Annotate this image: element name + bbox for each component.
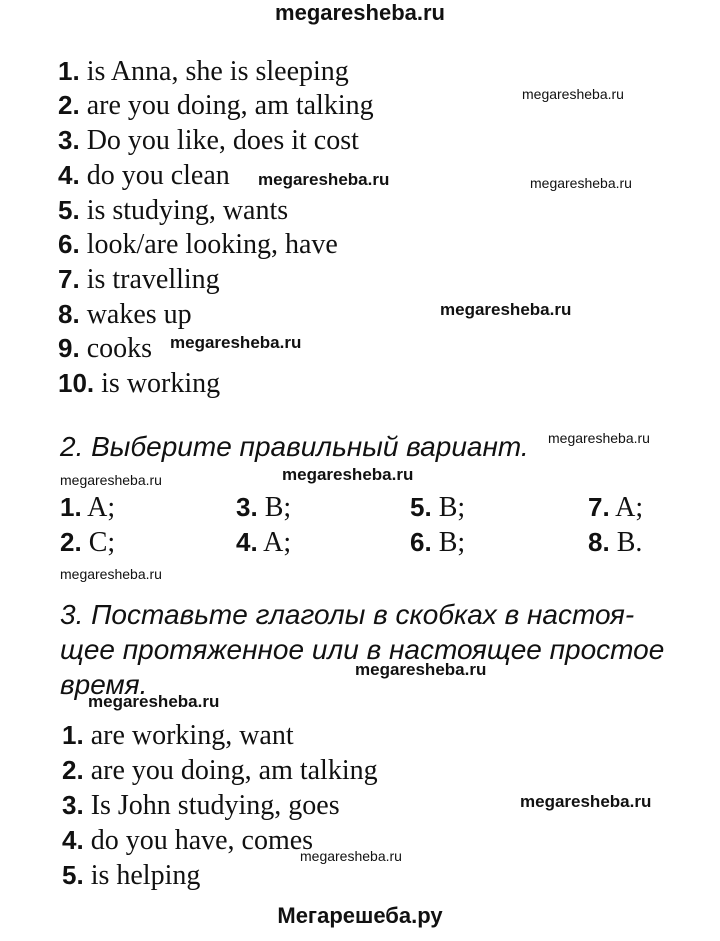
item-number: 3. <box>58 125 80 155</box>
watermark[interactable]: megaresheba.ru <box>60 472 162 488</box>
watermark-footer[interactable]: Мегарешеба.ру <box>277 903 443 928</box>
item-text: are working, want <box>90 720 294 751</box>
list-item <box>62 753 378 788</box>
item-text: is helping <box>90 860 201 891</box>
answer-item <box>588 490 643 525</box>
watermark[interactable]: megaresheba.ru <box>258 170 390 189</box>
item-number: 5. <box>58 195 80 225</box>
item-number: 2. <box>62 755 84 785</box>
section-heading-line: 3. Поставьте глаголы в скобках в настоя- <box>60 599 635 630</box>
item-number: 10. <box>58 368 95 398</box>
item-text: look/are looking, have <box>86 229 338 260</box>
item-number: 7. <box>58 264 80 294</box>
list-item <box>58 88 374 123</box>
answer-number: 5. <box>410 492 432 522</box>
item-number: 6. <box>58 229 80 259</box>
answer-item <box>236 525 291 560</box>
watermark[interactable]: megaresheba.ru <box>300 848 402 864</box>
answer-value: A; <box>263 527 292 558</box>
watermark[interactable]: megaresheba.ru <box>88 692 220 711</box>
answer-value: A; <box>87 492 116 523</box>
answer-number: 1. <box>60 492 82 522</box>
list-item <box>62 858 200 893</box>
section-heading-line: щее протяженное или в настоящее простое <box>60 634 665 665</box>
section-heading-line: время. <box>60 669 148 700</box>
item-number: 4. <box>62 825 84 855</box>
watermark[interactable]: megaresheba.ru <box>60 566 162 582</box>
item-text: is working <box>101 368 221 399</box>
item-text: do you clean <box>86 160 230 191</box>
list-item <box>62 788 340 823</box>
item-number: 2. <box>58 90 80 120</box>
item-text: cooks <box>86 333 153 364</box>
item-text: Is John studying, goes <box>90 790 340 821</box>
item-number: 9. <box>58 333 80 363</box>
answer-value: B. <box>616 527 643 558</box>
watermark-top[interactable]: megaresheba.ru <box>275 0 445 25</box>
watermark[interactable]: megaresheba.ru <box>440 300 572 319</box>
watermark[interactable]: megaresheba.ru <box>355 660 487 679</box>
list-item <box>58 262 220 297</box>
item-number: 4. <box>58 160 80 190</box>
answer-number: 2. <box>60 527 82 557</box>
answer-number: 8. <box>588 527 610 557</box>
item-number: 1. <box>58 56 80 86</box>
watermark[interactable]: megaresheba.ru <box>548 430 650 446</box>
answer-value: B; <box>438 492 466 523</box>
answer-item <box>588 525 642 560</box>
list-item <box>62 718 294 753</box>
item-text: is studying, wants <box>86 195 289 226</box>
list-item <box>58 366 220 401</box>
item-text: do you have, comes <box>90 825 314 856</box>
item-text: is Anna, she is sleeping <box>86 56 349 87</box>
watermark[interactable]: megaresheba.ru <box>282 465 414 484</box>
section-heading: 2. Выберите правильный вариант. <box>60 431 529 462</box>
item-text: wakes up <box>86 299 192 330</box>
item-text: Do you like, does it cost <box>86 125 359 156</box>
answer-number: 4. <box>236 527 258 557</box>
item-text: are you doing, am talking <box>90 755 378 786</box>
item-text: is travelling <box>86 264 220 295</box>
list-item <box>62 823 313 858</box>
answer-value: A; <box>615 492 644 523</box>
list-item <box>58 193 288 228</box>
watermark[interactable]: megaresheba.ru <box>170 333 302 352</box>
item-number: 8. <box>58 299 80 329</box>
item-text: are you doing, am talking <box>86 90 374 121</box>
answer-item <box>236 490 291 525</box>
list-item <box>58 158 230 193</box>
answer-item <box>60 490 115 525</box>
list-item <box>58 297 192 332</box>
answer-number: 3. <box>236 492 258 522</box>
item-number: 3. <box>62 790 84 820</box>
watermark[interactable]: megaresheba.ru <box>522 86 624 102</box>
answer-item <box>60 525 115 560</box>
answer-item <box>410 525 465 560</box>
answer-value: C; <box>88 527 116 558</box>
list-item <box>58 123 359 158</box>
watermark[interactable]: megaresheba.ru <box>520 792 652 811</box>
answer-value: B; <box>438 527 466 558</box>
list-item <box>58 54 349 89</box>
item-number: 5. <box>62 860 84 890</box>
answer-number: 6. <box>410 527 432 557</box>
list-item <box>58 227 338 262</box>
list-item <box>58 331 152 366</box>
answer-item <box>410 490 465 525</box>
watermark[interactable]: megaresheba.ru <box>530 175 632 191</box>
answer-number: 7. <box>588 492 610 522</box>
answer-value: B; <box>264 492 292 523</box>
item-number: 1. <box>62 720 84 750</box>
